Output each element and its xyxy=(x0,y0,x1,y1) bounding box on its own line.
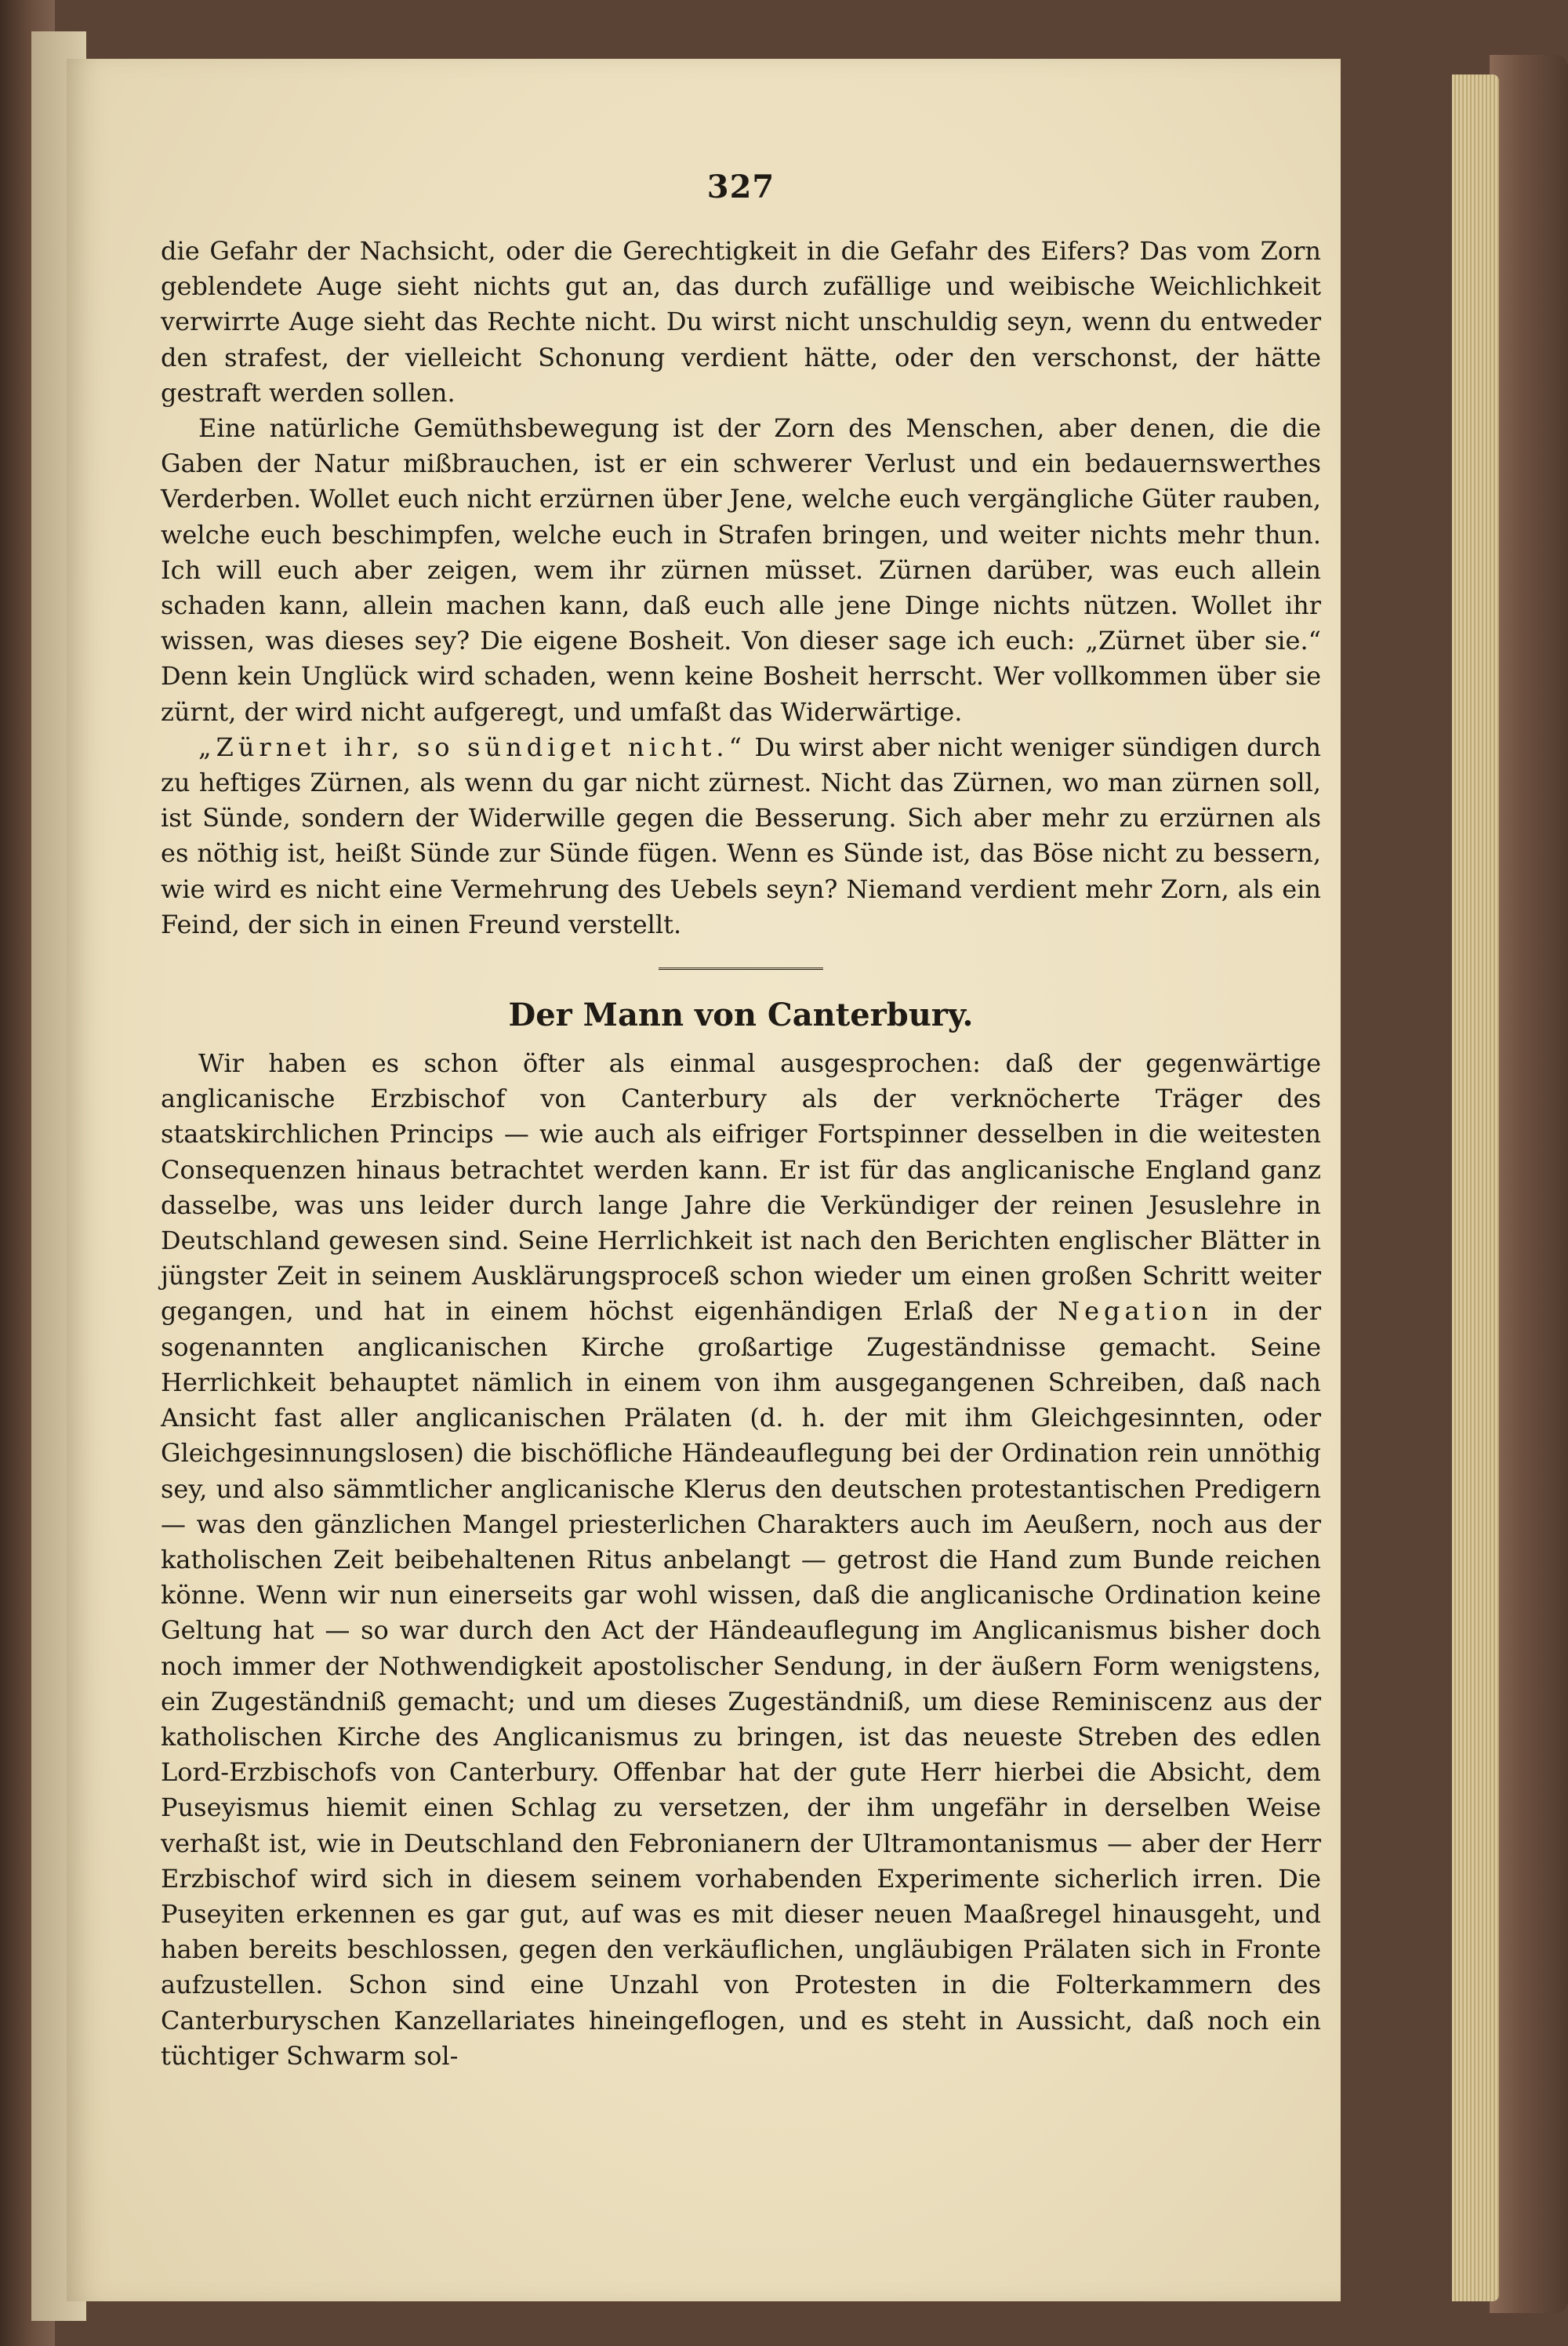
paragraph-4-text-a: Wir haben es schon öfter als einmal ausgesprochen: daß der gegenwärtige anglicanische Erzbischof von Canterbury als der verknöcherte Träger des staatskirchlichen Princips — wie auch als eifriger Fortspinner desselben in die weitesten Consequenzen hinaus betrachtet werden kann. Er ist für das anglicanische England ganz dasselbe, was uns leider durch lange Jahre die Verkündiger der reinen Jesuslehre in Deutschland gewesen sind. Seine Herrlichkeit ist nach den Berichten englischer Blätter in jüngster Zeit in seinem Ausklärungsproceß schon wieder um einen großen Schritt weiter gegangen, und hat in einem höchst eigenhändigen Erlaß der xyxy=(161,1048,1321,1327)
paragraph-4 xyxy=(161,1046,1321,2074)
book-page xyxy=(67,59,1341,2301)
scripture-quote: „Zürnet ihr, so sündiget nicht.“ xyxy=(198,732,746,762)
page-number: 327 xyxy=(706,169,775,205)
section-title: Der Mann von Canterbury. xyxy=(508,997,974,1034)
section-separator xyxy=(659,968,823,970)
paragraph-3 xyxy=(161,730,1321,942)
paragraph-3-text: Du wirst aber nicht weniger sündigen durch zu heftiges Zürnen, als wenn du gar nicht zürnest. Nicht das Zürnen, wo man zürnen soll, ist Sünde, sondern der Widerwille gegen die Besserung. Sich aber mehr zu erzürnen als es nöthig ist, heißt Sünde zur Sünde fügen. Wenn es Sünde ist, das Böse nicht zu bessern, wie wird es nicht eine Vermehrung des Uebels seyn? Niemand verdient mehr Zorn, als ein Feind, der sich in einen Freund verstellt. xyxy=(161,732,1322,939)
paragraph-1: die Gefahr der Nachsicht, oder die Gerechtigkeit in die Gefahr des Eifers? Das vom Zorn geblendete Auge sieht nichts gut an, das durch zufällige und weibische Weichlichkeit verwirrte Auge sieht das Rechte nicht. Du wirst nicht unschuldig seyn, wenn du entweder den strafest, der vielleicht Schonung verdient hätte, oder den verschonst, der hätte gestraft werden sollen. xyxy=(161,236,1321,408)
paragraph-4-text-b: in der sogenannten anglicanischen Kirche großartige Zugeständnisse gemacht. Seine Herrlichkeit behauptet nämlich in einem von ihm ausgegangenen Schreiben, daß nach Ansicht fast aller anglicanischen Prälaten (d. h. der mit ihm Gleichgesinnten, oder Gleichgesinnungslosen) die bischöfliche Händeauflegung bei der Ordination rein unnöthig sey, und also sämmtlicher anglicanische Klerus den deutschen protestantischen Predigern — was den gänzlichen Mangel priesterlichen Charakters auch im Aeußern, noch aus der katholischen Zeit beibehaltenen Ritus anbelangt — getrost die Hand zum Bunde reichen könne. Wenn wir nun einerseits gar wohl wissen, daß die anglicanische Ordination keine Geltung hat — so war durch den Act der Händeauflegung im Anglicanismus bisher doch noch immer der Nothwendigkeit apostolischer Sendung, in der äußern Form wenigstens, ein Zugeständniß gemacht; und um dieses Zugeständniß, um diese Reminiscenz aus der katholischen Kirche des Anglicanismus zu bringen, ist das neueste Streben des edlen Lord-Erzbischofs von Canterbury. Offenbar hat der gute Herr hierbei die Absicht, dem Puseyismus hiemit einen Schlag zu versetzen, der ihm ungefähr in derselben Weise verhaßt ist, wie in Deutschland den Febronianern der Ultramontanismus — aber der Herr Erzbischof wird sich in diesem seinem vorhabenden Experimente sicherlich irren. Die Puseyiten erkennen es gar gut, auf was es mit dieser neuen Maaßregel hinausgeht, und haben bereits beschlossen, gegen den verkäuflichen, ungläubigen Prälaten sich in Fronte aufzustellen. Schon sind eine Unzahl von Protesten in die Folterkammern des Canterburyschen Kanzellariates hineingeflogen, und es steht in Aussicht, daß noch ein tüchtiger Schwarm sol- xyxy=(161,1296,1322,2071)
spaced-word-negation: Negation xyxy=(1058,1296,1213,1327)
paragraph-2: Eine natürliche Gemüthsbewegung ist der Zorn des Menschen, aber denen, die die Gaben der Natur mißbrauchen, ist er ein schwerer Verlust und ein bedauernswerthes Verderben. Wollet euch nicht erzürnen über Jene, welche euch vergängliche Güter rauben, welche euch beschimpfen, welche euch in Strafen bringen, und weiter nichts mehr thun. Ich will euch aber zeigen, wem ihr zürnen müsset. Zürnen darüber, was euch allein schaden kann, allein machen kann, daß euch alle jene Dinge nichts nützen. Wollet ihr wissen, was dieses sey? Die eigene Bosheit. Von dieser sage ich euch: „Zürnet über sie.“ Denn kein Unglück wird schaden, wenn keine Bosheit herrscht. Wer vollkommen über sie zürnt, der wird nicht aufgeregt, und umfaßt das Widerwärtige. xyxy=(161,413,1321,727)
page-content xyxy=(161,169,1321,2074)
page-stack-edge xyxy=(1452,74,1499,2301)
book-cover-right xyxy=(1490,55,1568,2313)
